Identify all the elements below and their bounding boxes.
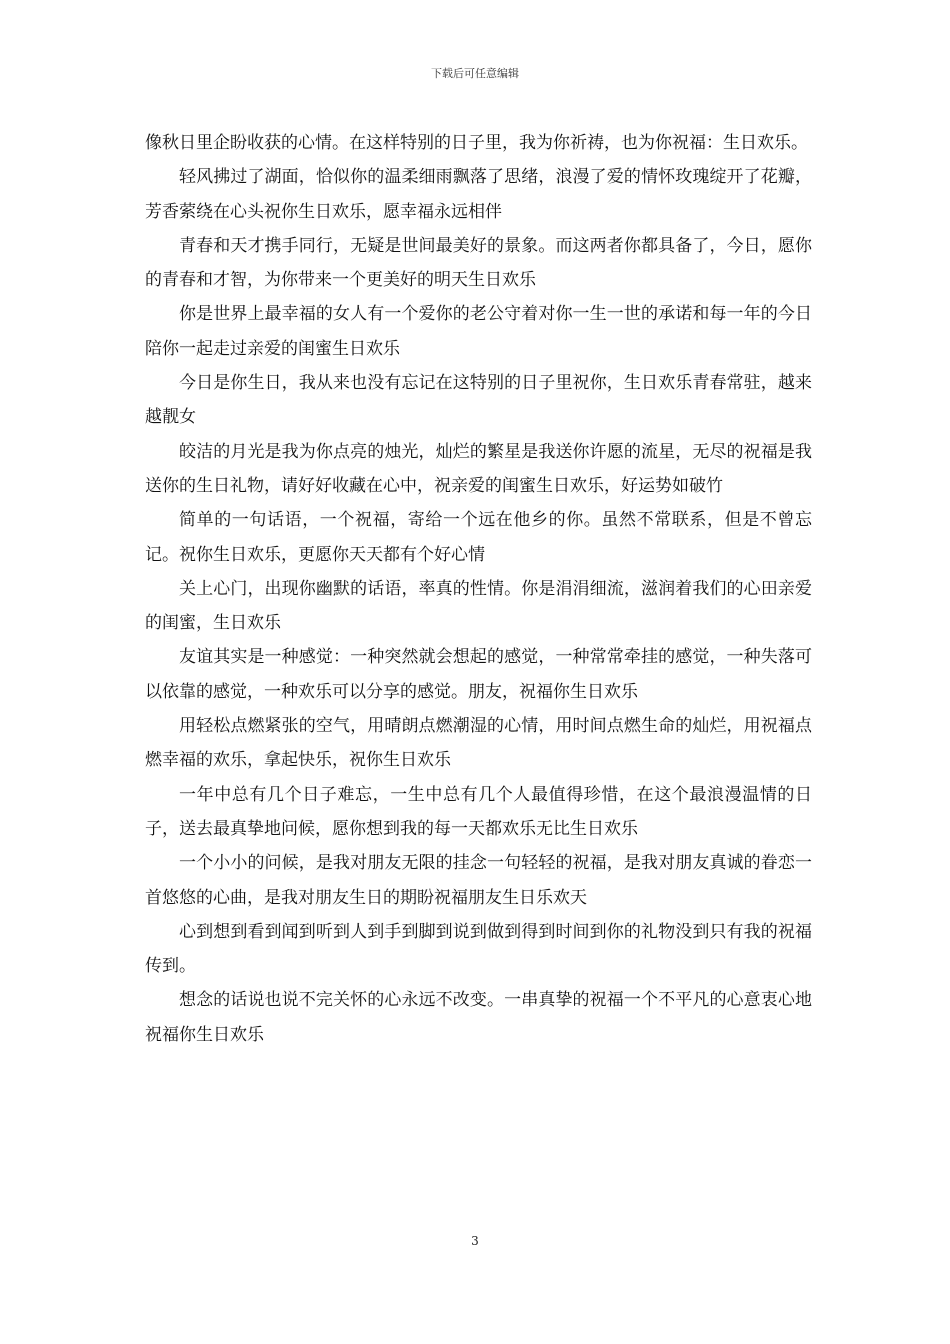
paragraph: 皎洁的月光是我为你点亮的烛光，灿烂的繁星是我送你许愿的流星，无尽的祝福是我送你的生日礼物，请好好收藏在心中，祝亲爱的闺蜜生日欢乐，好运势如破竹: [145, 441, 812, 496]
document-body: [145, 126, 812, 1052]
paragraph: 轻风拂过了湖面，恰似你的温柔细雨飘落了思绪，浪漫了爱的情怀玫瑰绽开了花瓣，芳香萦绕在心头祝你生日欢乐，愿幸福永远相伴: [145, 167, 812, 222]
paragraph: 青春和天才携手同行，无疑是世间最美好的景象。而这两者你都具备了，今日，愿你的青春和才智，为你带来一个更美好的明天生日欢乐: [145, 235, 812, 291]
paragraph: 简单的一句话语，一个祝福，寄给一个远在他乡的你。虽然不常联系，但是不曾忘记。祝你生日欢乐，更愿你天天都有个好心情: [145, 510, 812, 565]
paragraph: 今日是你生日，我从来也没有忘记在这特别的日子里祝你，生日欢乐青春常驻，越来越靓女: [145, 373, 812, 428]
paragraph: 用轻松点燃紧张的空气，用晴朗点燃潮湿的心情，用时间点燃生命的灿烂，用祝福点燃幸福的欢乐，拿起快乐，祝你生日欢乐: [145, 716, 812, 771]
paragraph: 一个小小的问候，是我对朋友无限的挂念一句轻轻的祝福，是我对朋友真诚的眷恋一首悠悠的心曲，是我对朋友生日的期盼祝福朋友生日乐欢天: [145, 853, 812, 908]
paragraph: 友谊其实是一种感觉：一种突然就会想起的感觉，一种常常牵挂的感觉，一种失落可以依靠的感觉，一种欢乐可以分享的感觉。朋友，祝福你生日欢乐: [145, 647, 812, 702]
paragraph: 你是世界上最幸福的女人有一个爱你的老公守着对你一生一世的承诺和每一年的今日陪你一起走过亲爱的闺蜜生日欢乐: [145, 304, 812, 359]
paragraph: 一年中总有几个日子难忘，一生中总有几个人最值得珍惜，在这个最浪漫温情的日子，送去最真挚地问候，愿你想到我的每一天都欢乐无比生日欢乐: [145, 784, 812, 839]
page-header: 下载后可任意编辑: [431, 67, 519, 80]
page-number: 3: [471, 1234, 479, 1248]
paragraph: 心到想到看到闻到听到人到手到脚到说到做到得到时间到你的礼物没到只有我的祝福传到。: [145, 921, 812, 977]
paragraph: 关上心门，出现你幽默的话语，率真的性情。你是涓涓细流，滋润着我们的心田亲爱的闺蜜，生日欢乐: [145, 578, 812, 634]
paragraph: 像秋日里企盼收获的心情。在这样特别的日子里，我为你祈祷，也为你祝福：生日欢乐。: [145, 133, 808, 153]
paragraph: 想念的话说也说不完关怀的心永远不改变。一串真挚的祝福一个不平凡的心意衷心地祝福你生日欢乐: [145, 990, 812, 1045]
